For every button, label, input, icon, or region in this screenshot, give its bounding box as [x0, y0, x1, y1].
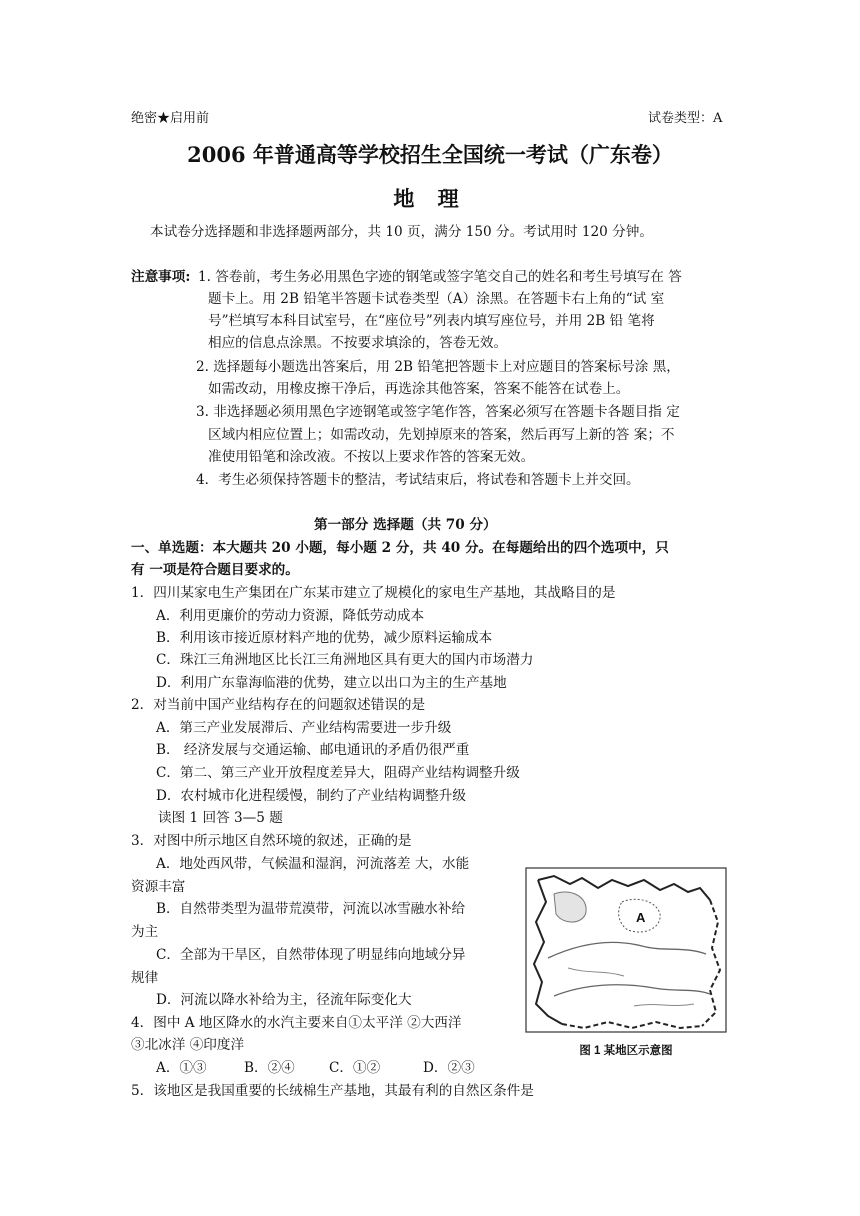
question-stem: 4．图中 A 地区降水的水汽主要来自①太平洋 ②大西洋	[131, 1015, 462, 1031]
question-stem: 5．该地区是我国重要的长绒棉生产基地，其最有利的自然区条件是	[131, 1083, 534, 1099]
question-option: D．②③	[423, 1060, 475, 1076]
confidential-label: 绝密★启用前	[131, 111, 210, 126]
notice-label: 注意事项:	[131, 269, 191, 285]
question-option: A．利用更廉价的劳动力资源，降低劳动成本	[156, 608, 425, 624]
notice-line: 1. 答卷前，考生务必用黑色字迹的钢笔或签字笔交自己的姓名和考生号填写在 答	[198, 269, 682, 285]
notice-line: 相应的信息点涂黑。不按要求填涂的，答卷无效。	[208, 335, 508, 351]
figure-caption: 图 1 某地区示意图	[579, 1045, 673, 1057]
section-instruction: 一、单选题：本大题共 20 小题，每小题 2 分，共 40 分。在每题给出的四个选项中，只	[131, 540, 669, 556]
question-stem: ③北冰洋 ④印度洋	[131, 1037, 245, 1053]
map-figure	[524, 866, 728, 1064]
notice-line: 号”栏填写本科目试室号，在“座位号”列表内填写座位号，并用 2B 铅 笔将	[208, 313, 655, 329]
region-map	[524, 866, 728, 1064]
read-figure-note: 读图 1 回答 3—5 题	[158, 810, 283, 826]
question-option: 资源丰富	[131, 879, 186, 895]
paper-type-label: 试卷类型：A	[648, 111, 723, 126]
region-a-label: A	[636, 910, 646, 925]
notice-line: 如需改动，用橡皮擦干净后，再选涂其他答案，答案不能答在试卷上。	[208, 381, 630, 397]
question-option: D．河流以降水补给为主，径流年际变化大	[156, 992, 412, 1008]
exam-title: 2006 年普通高等学校招生全国统一考试（广东卷）	[187, 142, 673, 167]
question-option: B．自然带类型为温带荒漠带，河流以冰雪融水补给	[156, 901, 466, 917]
question-option: A．①③	[156, 1060, 207, 1076]
question-option: A．地处西风带，气候温和湿润，河流落差 大，水能	[156, 856, 470, 872]
question-option: 为主	[131, 924, 159, 940]
question-option: C．第二、第三产业开放程度差异大，阻碍产业结构调整升级	[156, 765, 520, 781]
question-stem: 2．对当前中国产业结构存在的问题叙述错误的是	[131, 697, 426, 713]
question-option: C．珠江三角洲地区比长江三角洲地区具有更大的国内市场潜力	[156, 652, 534, 668]
notice-line: 2. 选择题每小题选出答案后，用 2B 铅笔把答题卡上对应题目的答案标号涂 黑，	[196, 359, 680, 375]
notice-line: 4．考生必须保持答题卡的整洁，考试结束后，将试卷和答题卡上并交回。	[196, 472, 640, 488]
question-option: 规律	[131, 970, 159, 986]
intro-text: 本试卷分选择题和非选择题两部分，共 10 页，满分 150 分。考试用时 120 分钟。	[150, 224, 653, 240]
notice-line: 题卡上。用 2B 铅笔半答题卡试卷类型（A）涂黑。在答题卡右上角的“试 室	[208, 291, 665, 307]
question-option: A．第三产业发展滞后、产业结构需要进一步升级	[156, 720, 452, 736]
question-option: D．农村城市化进程缓慢，制约了产业结构调整升级	[156, 788, 466, 804]
question-option: B． 经济发展与交通运输、邮电通讯的矛盾仍很严重	[156, 742, 470, 758]
subject-title: 地 理	[393, 186, 467, 211]
notice-line: 准使用铅笔和涂改液。不按以上要求作答的答案无效。	[208, 449, 535, 465]
part1-heading: 第一部分 选择题（共 70 分）	[314, 517, 497, 533]
question-stem: 3．对图中所示地区自然环境的叙述，正确的是	[131, 833, 412, 849]
question-option: C．①②	[329, 1060, 381, 1076]
question-stem: 1．四川某家电生产集团在广东某市建立了规模化的家电生产基地，其战略目的是	[131, 585, 616, 601]
question-option: C．全部为干旱区，自然带体现了明显纬向地域分异	[156, 947, 466, 963]
section-instruction: 有 一项是符合题目要求的。	[131, 562, 299, 578]
question-option: B．利用该市接近原材料产地的优势，减少原料运输成本	[156, 630, 493, 646]
notice-line: 区域内相应位置上；如需改动，先划掉原来的答案，然后再写上新的答 案；不	[208, 427, 675, 443]
question-option: B．②④	[244, 1060, 295, 1076]
question-option: D．利用广东靠海临港的优势，建立以出口为主的生产基地	[156, 675, 507, 691]
notice-line: 3. 非选择题必须用黑色字迹钢笔或签字笔作答，答案必须写在答题卡各题目指 定	[196, 404, 680, 420]
map-frame	[526, 868, 726, 1032]
